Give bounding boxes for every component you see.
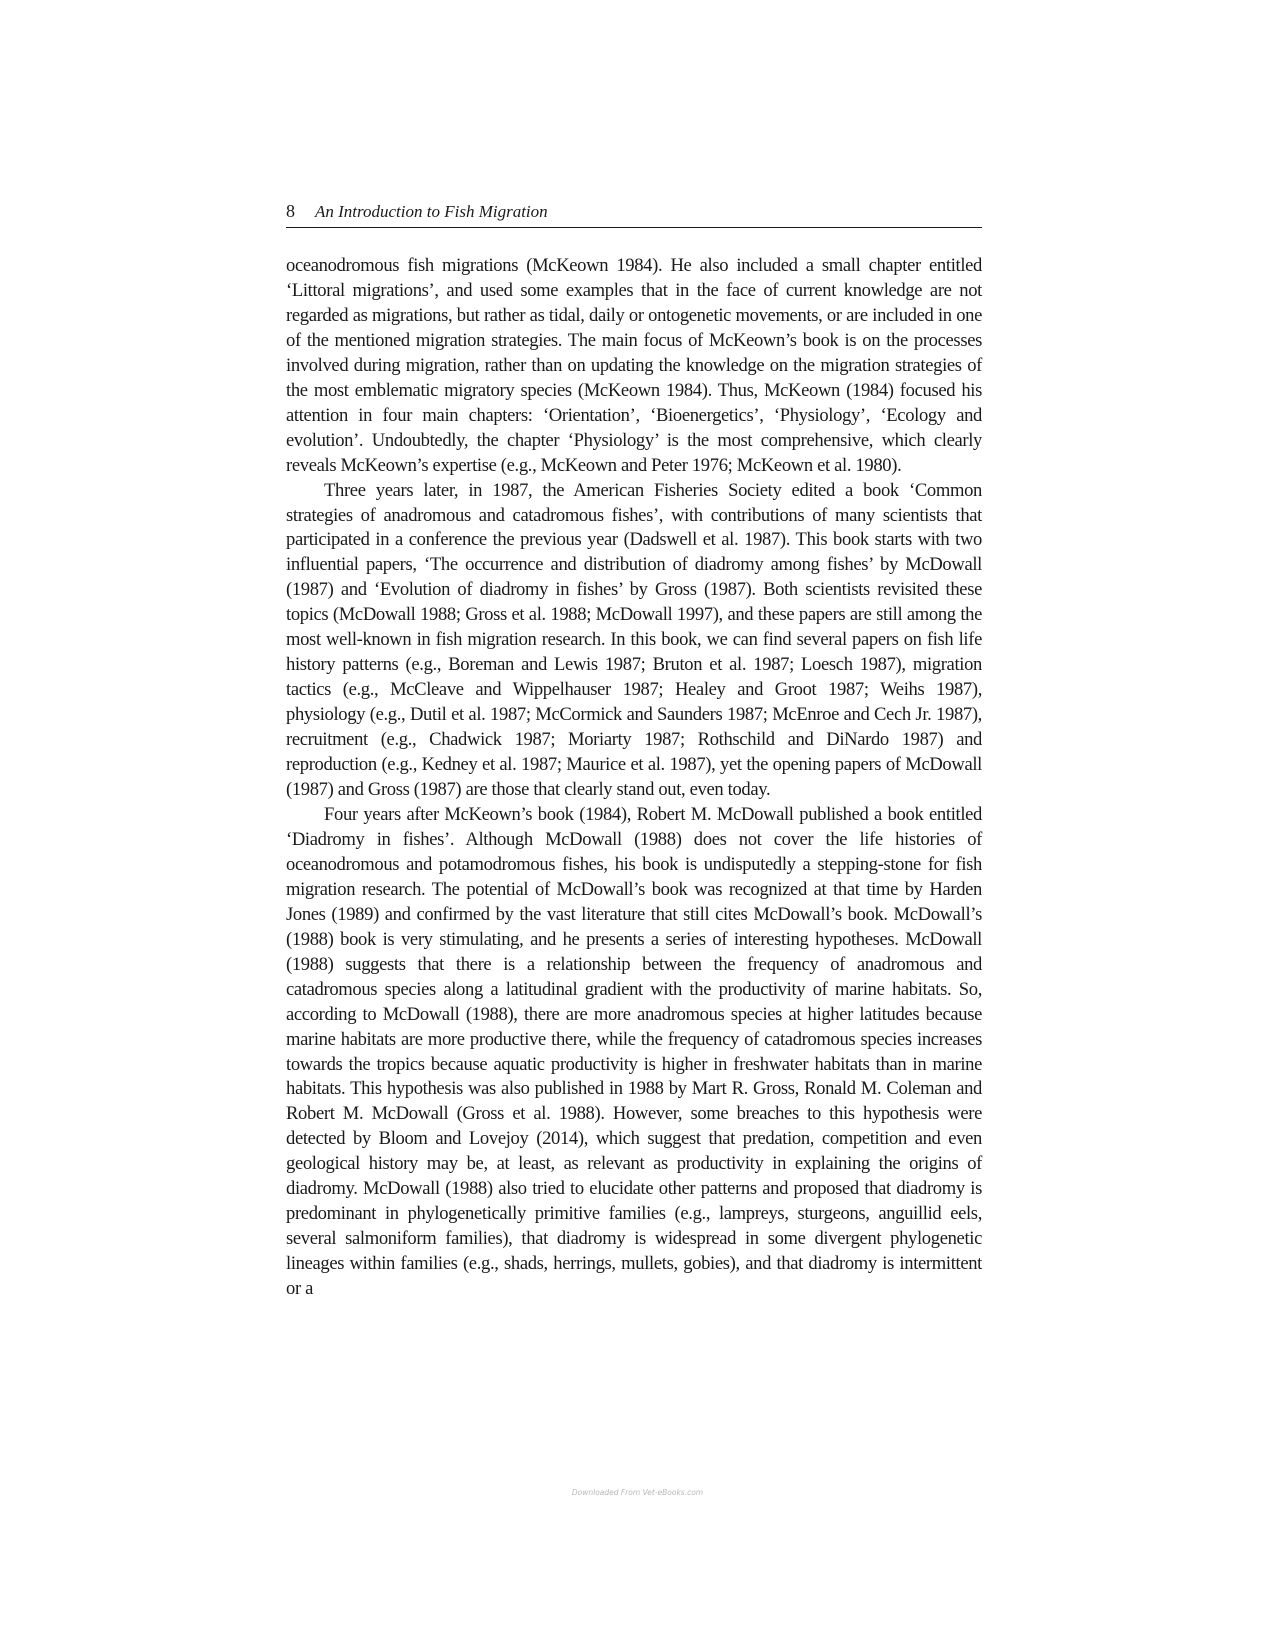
book-title: An Introduction to Fish Migration: [315, 202, 548, 221]
paragraph: oceanodromous fish migrations (McKeown 1984). He also included a small chapter entitled ‘Littoral migrations’, and used some examples that in the face of current knowledge are not regarded as migrations, but rather as tidal, daily or ontogenetic movements, or are included in one of the mentioned migration strategies. The main focus of McKeown’s book is on the processes involved during migration, rather than on updating the knowledge on the migration strategies of the most emblematic migratory species (McKeown 1984). Thus, McKeown (1984) focused his attention in four main chapters: ‘Orientation’, ‘Bioenergetics’, ‘Physiology’, ‘Ecology and evolution’. Undoubtedly, the chapter ‘Physiology’ is the most comprehensive, which clearly reveals McKeown’s expertise (e.g., McKeown and Peter 1976; McKeown et al. 1980).: [286, 255, 982, 476]
paragraph: Four years after McKeown’s book (1984), Robert M. McDowall published a book entitled ‘Diadromy in fishes’. Although McDowall (1988) does not cover the life histories of oceanodromous and potamodromous fishes, his book is undisputedly a stepping-stone for fish migration research. The potential of McDowall’s book was recognized at that time by Harden Jones (1989) and confirmed by the vast literature that still cites McDowall’s book. McDowall’s (1988) book is very stimulating, and he presents a series of interesting hypotheses. McDowall (1988) suggests that there is a relationship between the frequency of anadromous and catadromous species along a latitudinal gradient with the productivity of marine habitats. So, according to McDowall (1988), there are more anadromous species at higher latitudes because marine habitats are more productive there, while the frequency of catadromous species increases towards the tropics because aquatic productivity is higher in freshwater habitats than in marine habitats. This hypothesis was also published in 1988 by Mart R. Gross, Ronald M. Coleman and Robert M. McDowall (Gross et al. 1988). However, some breaches to this hypothesis were detected by Bloom and Lovejoy (2014), which suggest that predation, competition and even geological history may be, at least, as relevant as productivity in explaining the origins of diadromy. McDowall (1988) also tried to elucidate other patterns and proposed that diadromy is predominant in phylogenetically primitive families (e.g., lampreys, sturgeons, anguillid eels, several salmoniform families), that diadromy is widespread in some divergent phylogenetic lineages within families (e.g., shads, herrings, mullets, gobies), and that diadromy is intermittent or a: [286, 803, 982, 1300]
paragraph: Three years later, in 1987, the American Fisheries Society edited a book ‘Common strategies of anadromous and catadromous fishes’, with contributions of many scientists that participated in a conference the previous year (Dadswell et al. 1987). This book starts with two influential papers, ‘The occurrence and distribution of diadromy among fishes’ by McDowall (1987) and ‘Evolution of diadromy in fishes’ by Gross (1987). Both scientists revisited these topics (McDowall 1988; Gross et al. 1988; McDowall 1997), and these papers are still among the most well-known in fish migration research. In this book, we can find several papers on fish life history patterns (e.g., Boreman and Lewis 1987; Bruton et al. 1987; Loesch 1987), migration tactics (e.g., McCleave and Wippelhauser 1987; Healey and Groot 1987; Weihs 1987), physiology (e.g., Dutil et al. 1987; McCormick and Saunders 1987; McEnroe and Cech Jr. 1987), recruitment (e.g., Chadwick 1987; Moriarty 1987; Rothschild and DiNardo 1987) and reproduction (e.g., Kedney et al. 1987; Maurice et al. 1987), yet the opening papers of McDowall (1987) and Gross (1987) are those that clearly stand out, even today.: [286, 479, 982, 801]
watermark: Downloaded From Vet-eBooks.com: [571, 1488, 704, 1497]
page-number: 8: [286, 201, 295, 221]
body-text: [286, 254, 982, 1302]
running-head: [286, 200, 982, 228]
